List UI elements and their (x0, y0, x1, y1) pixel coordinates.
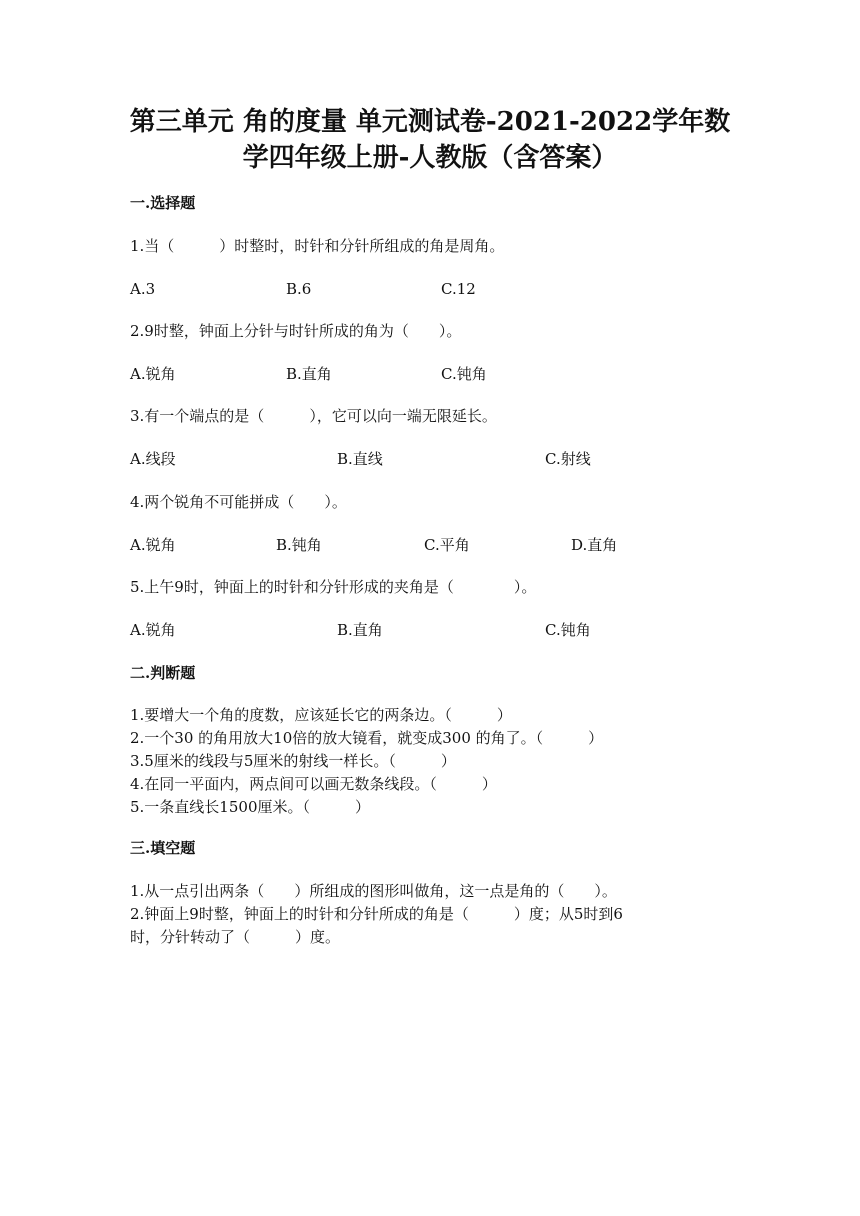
option-c: C.平角 (424, 536, 470, 554)
option-a: A.3 (130, 280, 156, 298)
option-b: B.钝角 (276, 536, 322, 554)
fill-in-item-2-line-1: 2.钟面上9时整，钟面上的时针和分针所成的角是（ ）度；从5时到6 (130, 905, 623, 923)
section-heading-choice: 一.选择题 (130, 194, 196, 212)
option-b: B.6 (286, 280, 312, 298)
section-heading-judgement: 二.判断题 (130, 664, 196, 682)
option-a: A.线段 (130, 450, 176, 468)
judgement-item-2: 2.一个30 的角用放大10倍的放大镜看，就变成300 的角了。（ ） (130, 729, 604, 747)
option-a: A.锐角 (130, 621, 176, 639)
title-line-1: 第三单元 角的度量 单元测试卷-2021-2022学年数 (129, 107, 731, 137)
title-line-2: 学四年级上册-人教版（含答案） (242, 143, 618, 173)
question-1-options (130, 279, 750, 299)
option-b: B.直线 (337, 450, 383, 468)
option-c: C.12 (441, 280, 476, 298)
fill-in-item-2-line-2: 时，分针转动了（ ）度。 (130, 928, 341, 946)
question-5-options (130, 620, 750, 640)
option-c: C.钝角 (441, 365, 487, 383)
judgement-item-3: 3.5厘米的线段与5厘米的射线一样长。（ ） (130, 752, 456, 770)
option-c: C.钝角 (545, 621, 591, 639)
judgement-item-5: 5.一条直线长1500厘米。（ ） (130, 798, 370, 816)
section-heading-fill-in: 三.填空题 (130, 839, 196, 857)
question-5: 5.上午9时，钟面上的时针和分针形成的夹角是（ ）。 (130, 578, 537, 596)
question-4: 4.两个锐角不可能拼成（ ）。 (130, 493, 347, 511)
question-1: 1.当（ ）时整时，时针和分针所组成的角是周角。 (130, 237, 505, 255)
judgement-item-4: 4.在同一平面内，两点间可以画无数条线段。（ ） (130, 775, 497, 793)
option-a: A.锐角 (130, 365, 176, 383)
option-b: B.直角 (286, 365, 332, 383)
option-b: B.直角 (337, 621, 383, 639)
fill-in-item-1: 1.从一点引出两条（ ）所组成的图形叫做角，这一点是角的（ ）。 (130, 882, 617, 900)
question-3: 3.有一个端点的是（ ），它可以向一端无限延长。 (130, 407, 497, 425)
judgement-item-1: 1.要增大一个角的度数，应该延长它的两条边。（ ） (130, 706, 512, 724)
option-d: D.直角 (571, 536, 618, 554)
option-a: A.锐角 (130, 536, 176, 554)
option-c: C.射线 (545, 450, 591, 468)
question-4-options (130, 535, 750, 555)
question-2-options (130, 364, 750, 384)
question-2: 2.9时整，钟面上分针与时针所成的角为（ ）。 (130, 322, 462, 340)
document-title (120, 104, 740, 176)
question-3-options (130, 449, 750, 469)
